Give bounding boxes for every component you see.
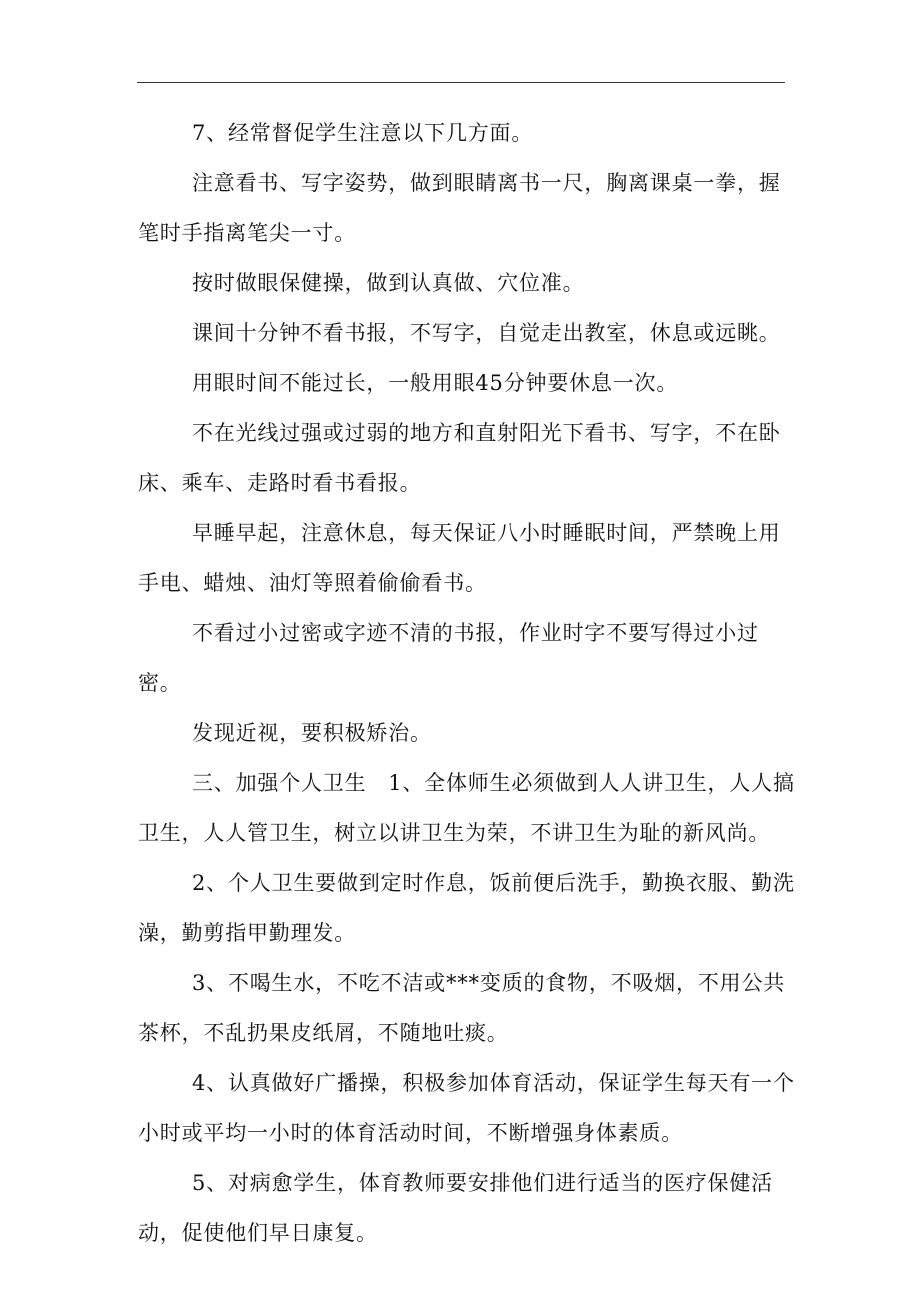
paragraph-eye-time-limit: 用眼时间不能过长，一般用眼45分钟要休息一次。 [192, 371, 679, 395]
paragraph-recovery: 5、对病愈学生，体育教师要安排他们进行适当的医疗保健活动，促使他们早日康复。 [138, 1171, 773, 1245]
paragraph-break-time: 课间十分钟不看书报，不写字，自觉走出教室，休息或远眺。 [192, 321, 781, 345]
paragraph-posture: 注意看书、写字姿势，做到眼睛离书一尺，胸离课桌一拳，握笔时手指离笔尖一寸。 [138, 171, 781, 245]
paragraph-myopia: 发现近视，要积极矫治。 [192, 721, 432, 745]
header-divider-line [137, 82, 785, 83]
paragraph-food-safety: 3、不喝生水，不吃不洁或***变质的食物，不吸烟，不用公共茶杯，不乱扔果皮纸屑，不随地吐痰。 [138, 971, 786, 1045]
paragraph-personal-hygiene: 三、加强个人卫生 1、全体师生必须做到人人讲卫生，人人搞卫生，人人管卫生，树立以讲卫生为荣，不讲卫生为耻的新风尚。 [138, 771, 795, 845]
paragraph-eye-care-intro: 7、经常督促学生注意以下几方面。 [192, 121, 534, 145]
paragraph-eye-exercises: 按时做眼保健操，做到认真做、穴位准。 [192, 271, 585, 295]
paragraph-exercise: 4、认真做好广播操，积极参加体育活动，保证学生每天有一个小时或平均一小时的体育活动时间，不断增强身体素质。 [138, 1071, 795, 1145]
document-body [138, 108, 798, 1258]
paragraph-hygiene-routine: 2、个人卫生要做到定时作息，饭前便后洗手，勤换衣服、勤洗澡，勤剪指甲勤理发。 [138, 871, 795, 945]
paragraph-lighting: 不在光线过强或过弱的地方和直射阳光下看书、写字，不在卧床、乘车、走路时看书看报。 [138, 421, 781, 495]
paragraph-sleep: 早睡早起，注意休息，每天保证八小时睡眠时间，严禁晚上用手电、蜡烛、油灯等照着偷偷看书。 [138, 521, 781, 595]
paragraph-small-text: 不看过小过密或字迹不清的书报，作业时字不要写得过小过密。 [138, 621, 759, 695]
